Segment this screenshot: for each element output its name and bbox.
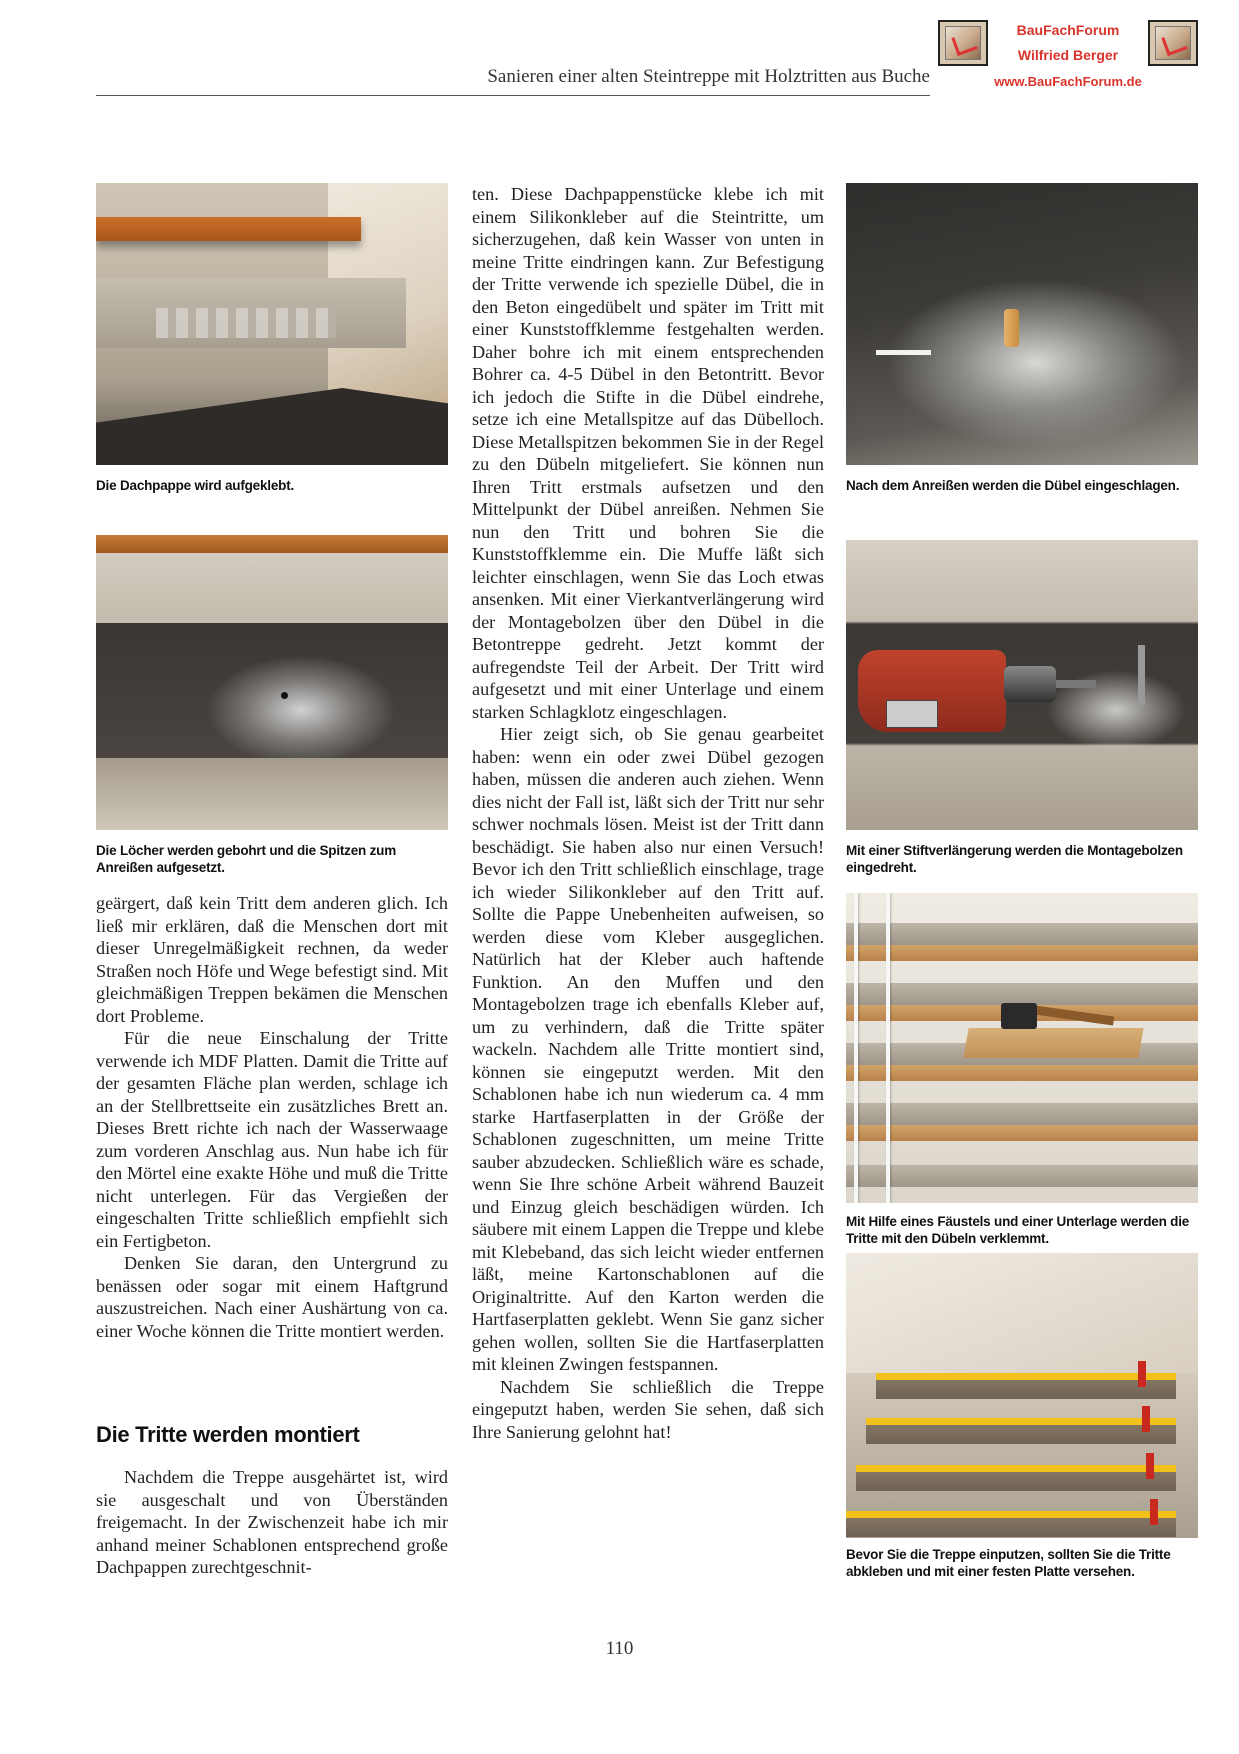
caption-photo-2: Die Löcher werden gebohrt und die Spitzen zum Anreißen aufgesetzt.: [96, 843, 397, 875]
left-paragraph-4: Nachdem die Treppe ausgehärtet ist, wird sie ausgeschalt und von Überständen freigemacht. In der Zwischenzeit habe ich mir anhand meiner Schablonen entsprechend große Dachpappen zurechtgeschnit-: [96, 1467, 448, 1577]
left-text-column-bottom: [96, 1466, 448, 1579]
caption-photo-3: Nach dem Anreißen werden die Dübel eingeschlagen.: [846, 478, 1180, 493]
running-title: Sanieren einer alten Steintreppe mit Holztritten aus Buche: [487, 66, 930, 87]
photo-drilling-holes: [96, 535, 448, 830]
caption-photo-1: Die Dachpappe wird aufgeklebt.: [96, 478, 295, 493]
photo-drill-bolts: [846, 540, 1198, 830]
left-paragraph-2: Für die neue Einschalung der Tritte verwende ich MDF Platten. Damit die Tritte auf der gesamten Fläche plan werden, schlage ich an der Stellbrettseite ein zusätzliches Brett an. Dieses Brett richte ich nach der Wasserwaage zum vorderen Anschlag aus. Nun habe ich für den Mörtel eine exakte Höhe und muß die Tritte nicht unterlegen. Für das Vergießen der eingeschalten Tritte schließlich empfiehlt sich ein Fertigbeton.: [96, 1028, 448, 1251]
baufachforum-stamp: [938, 18, 1198, 96]
middle-paragraph-3: Nachdem Sie schließlich die Treppe eingeputzt haben, werden Sie sehen, daß sich Ihre Sanierung gelohnt hat!: [472, 1376, 824, 1442]
photo-roofing-felt-glued: [96, 183, 448, 465]
middle-text-column: [472, 183, 824, 1443]
left-paragraph-1: geärgert, daß kein Tritt dem anderen glich. Ich ließ mir erklären, daß die Menschen dort mit dieser Unregelmäßigkeit rechnen, da weder Straßen noch Höfe und Wege befestigt sind. Mit gleichmäßigen Treppen bekämen die Menschen dort Probleme.: [96, 893, 448, 1026]
caption-photo-4: Mit einer Stiftverlängerung werden die Montagebolzen eingedreht.: [846, 843, 1183, 875]
stamp-line-3: www.BauFachForum.de: [994, 74, 1142, 89]
stamp-line-2: Wilfried Berger: [1017, 47, 1119, 63]
left-text-column: [96, 892, 448, 1342]
header-rule: [96, 95, 930, 96]
page-number: 110: [605, 1638, 634, 1659]
middle-paragraph-1: ten. Diese Dachpappenstücke klebe ich mit einem Silikonkleber auf die Steintritte, um sicherzugehen, daß kein Wasser von unten in meine Tritte eindringen kann. Zur Befestigung der Tritte verwende ich spezielle Dübel, die in den Beton eingedübelt und später im Tritt mit einer Kunststoffklemme festgehalten werden. Daher bohre ich mit einem entsprechenden Bohrer ca. 4-5 Dübel in den Betontritt. Bevor ich jedoch die Stifte in die Dübel eindrehe, setze ich eine Metallspitze auf das Dübelloch. Diese Metallspitzen bekommen Sie in der Regel zu den Dübeln mitgeliefert. Sie können nun Ihren Tritt erstmals aufsetzen und den Mittelpunkt der Dübel anreißen. Nehmen Sie nun den Tritt und bohren Sie die Kunststoffklemme ein. Die Muffe läßt sich leichter einschlagen, wenn Sie das Loch etwas ansenken. Mit einer Vierkantverlängerung wird der Montagebolzen über den Dübel in die Betontreppe gedreht. Jetzt kommt der aufregendste Teil der Arbeit. Der Tritt wird aufgesetzt und mit einer Unterlage und einem starken Schlagklotz eingeschlagen.: [472, 184, 824, 722]
middle-paragraph-2: Hier zeigt sich, ob Sie genau gearbeitet haben: wenn ein oder zwei Dübel gezogen haben, müssen die anderen auch ziehen. Wenn dies nicht der Fall ist, läßt sich der Tritt nur sehr schwer nochmals lösen. Meist ist der Tritt dann beschädigt. Sie haben also nur einen Versuch! Bevor ich den Tritt schließlich einschlage, trage ich wieder Silikonkleber auf den Tritt auf. Sollte die Pappe Unebenheiten aufweisen, so werden diese vom Kleber ausgeglichen. Natürlich hat der Kleber auch haftende Funktion. An den Muffen und den Montagebolzen trage ich ebenfalls Kleber auf, um zu verhindern, daß die Tritte später wackeln. Nachdem alle Tritte montiert sind, können sie eingeputzt werden. Mit den Schablonen habe ich nun wiederum ca. 4 mm starke Hartfaserplatten in der Größe der Schablonen zugeschnitten, um meine Tritte sauber abzudecken. Schließlich wäre es schade, wenn Sie Ihre schöne Arbeit während Bauzeit und Einzug gleich beschädigen würden. Ich säubere mit einem Lappen die Treppe und klebe mit Klebeband, das sich leicht wieder entfernen läßt, meine Kartonschablonen auf die Originaltritte. Auf den Karton werden die Hartfaserplatten geklebt. Wenn Sie ganz sicher gehen wollen, sollten Sie die Hartfaserplatten mit kleinen Zwingen festspannen.: [472, 724, 824, 1374]
photo-dowels-inserted: [846, 183, 1198, 465]
caption-photo-5: Mit Hilfe eines Fäustels und einer Unterlage werden die Tritte mit den Dübeln verklemmt.: [846, 1214, 1190, 1246]
photo-protected-treads: [846, 1253, 1198, 1538]
photo-hammer-treads: [846, 893, 1198, 1203]
stamp-line-1: BauFachForum: [1016, 22, 1120, 38]
caption-photo-6: Bevor Sie die Treppe einputzen, sollten Sie die Tritte abkleben und mit einer festen Platte versehen.: [846, 1547, 1171, 1579]
section-subheading: Die Tritte werden montiert: [96, 1422, 360, 1447]
left-paragraph-3: Denken Sie daran, den Untergrund zu benässen oder sogar mit einem Haftgrund auszustreichen. Nach einer Aushärtung von ca. einer Woche können die Tritte montiert werden.: [96, 1253, 448, 1341]
